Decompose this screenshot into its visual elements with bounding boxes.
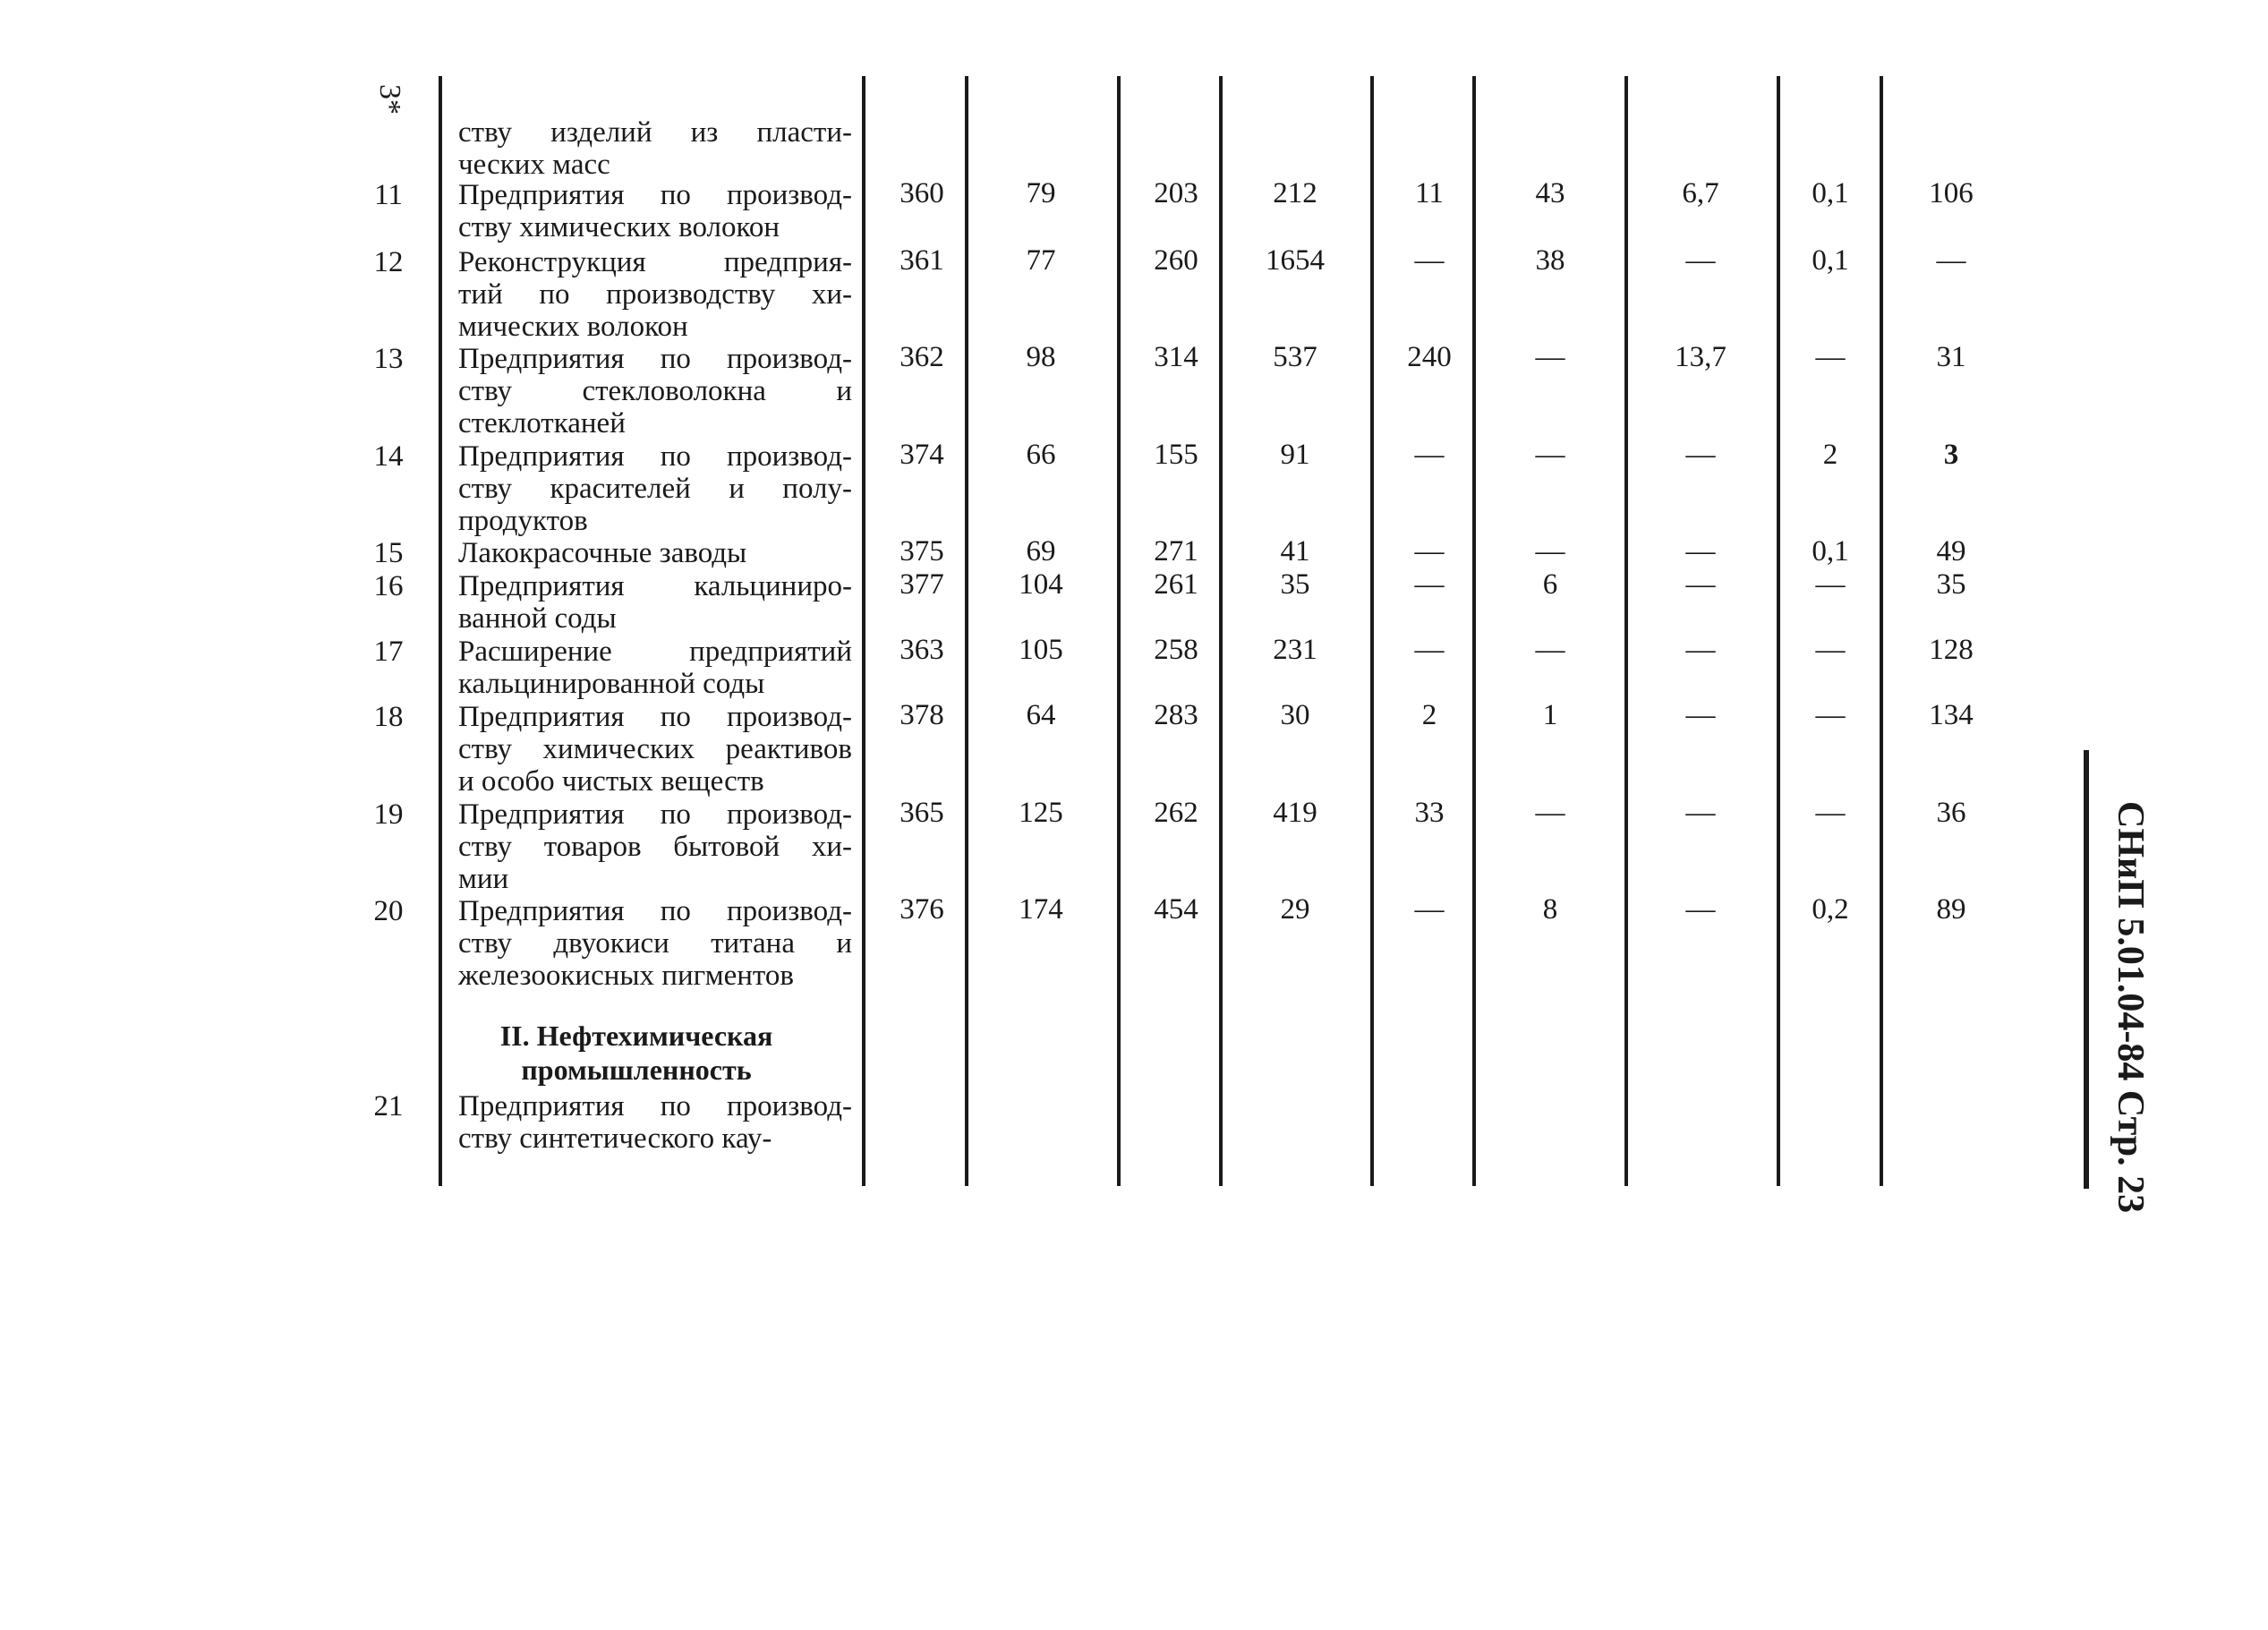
row-number: 19 [373,798,404,831]
row-number: 16 [373,570,404,602]
table-cell: 91 [1280,439,1310,471]
row-number: 12 [373,246,404,278]
table-cell: 3 [1943,439,1959,471]
table-cell: 537 [1273,341,1317,373]
table-cell: 283 [1154,699,1198,731]
table-cell: — [1535,535,1565,568]
table-cell: — [1414,893,1445,926]
table-cell: — [1815,797,1846,829]
row-description [458,246,852,343]
table-cell: 104 [1019,568,1063,601]
table-cell: 0,1 [1812,177,1849,209]
table-cell: 0,1 [1812,535,1849,568]
table-cell: — [1685,634,1716,666]
table-cell: 77 [1026,244,1056,277]
desc-line: железоокисных пигментов [458,960,794,992]
table-cell: 43 [1535,177,1565,209]
row-description [458,179,852,243]
row-number: 14 [373,440,404,473]
table-cell: 261 [1154,568,1198,601]
desc-line: Реконструкция предприя- [458,246,852,278]
table-cell: — [1815,341,1846,373]
rule-col-2 [965,76,968,1186]
table-cell: 262 [1154,797,1198,829]
desc-line: ству товаров бытовой хи- [458,831,852,863]
table-cell: 6 [1542,568,1558,601]
rule-col-8 [1777,76,1780,1186]
table-cell: 212 [1273,177,1317,209]
table-cell: — [1685,568,1716,601]
desc-line: Предприятия кальциниро- [458,570,852,602]
table-cell: — [1685,244,1716,277]
table-cell: 374 [900,439,944,471]
table-cell: 33 [1414,797,1445,829]
table-cell: 454 [1154,893,1198,926]
row-description-continuation [458,116,852,181]
table-cell: 2 [1822,439,1838,471]
table-cell: 125 [1019,797,1063,829]
table-cell: 360 [900,177,944,209]
section-heading-line1: II. Нефтехимическая [499,1020,773,1052]
desc-line: и особо чистых веществ [458,765,764,798]
row-description [458,537,852,569]
table-cell: 8 [1542,893,1558,926]
table-cell: 260 [1154,244,1198,277]
table-cell: 89 [1936,893,1966,926]
desc-line: Предприятия по производ- [458,179,852,211]
table-cell: 0,1 [1812,244,1849,277]
desc-line: ству синтетического кау- [458,1122,772,1155]
table-cell: 378 [900,699,944,731]
row-number: 18 [373,701,404,733]
table-cell: 365 [900,797,944,829]
table-cell: 362 [900,341,944,373]
table-cell: 174 [1019,893,1063,926]
table-cell: — [1685,893,1716,926]
row-description [458,440,852,537]
row-number: 11 [374,179,403,211]
desc-line: Предприятия по производ- [458,798,852,831]
section-heading [435,1019,838,1087]
desc-line: Предприятия по производ- [458,701,852,733]
row-description [458,343,852,440]
desc-line: Предприятия по производ- [458,440,852,473]
table-cell: — [1414,535,1445,568]
table-cell: 13,7 [1675,341,1727,373]
rule-col-1 [862,76,865,1186]
row-description-21 [458,1090,852,1155]
rule-col-4 [1219,76,1223,1186]
desc-line: мических волокон [458,311,688,343]
table-cell: 155 [1154,439,1198,471]
rule-col-7 [1624,76,1628,1186]
table-cell: 38 [1535,244,1565,277]
desc-line: Предприятия по производ- [458,343,852,375]
table-cell: 240 [1407,341,1452,373]
desc-line: Лакокрасочные заводы [458,537,747,569]
table-cell: 231 [1273,634,1317,666]
table-cell: 134 [1929,699,1974,731]
table-cell: — [1535,634,1565,666]
row-description [458,701,852,798]
rule-col-3 [1117,76,1121,1186]
table-cell: 35 [1280,568,1310,601]
side-rule [2084,750,2089,1189]
table-cell: 30 [1280,699,1310,731]
rule-col-9 [1880,76,1883,1186]
table-cell: 203 [1154,177,1198,209]
table-cell: 376 [900,893,944,926]
table-cell: 69 [1026,535,1056,568]
section-heading-line2: промышленность [521,1054,752,1086]
table-cell: — [1414,244,1445,277]
page-mark: 3* [373,84,406,115]
desc-line: продуктов [458,505,588,537]
table-cell: 377 [900,568,944,601]
row-number-21: 21 [373,1090,404,1122]
desc-line: стеклотканей [458,407,626,440]
desc-line: ству красителей и полу- [458,473,852,505]
table-cell: 36 [1936,797,1966,829]
table-cell: 41 [1280,535,1310,568]
rule-col-6 [1472,76,1476,1186]
table-cell: — [1685,439,1716,471]
desc-line: ству химических волокон [458,211,780,243]
row-description [458,798,852,895]
table-cell: 98 [1026,341,1056,373]
desc-line: ству стекловолокна и [458,375,852,407]
desc-line: ству двуокиси титана и [458,927,852,960]
desc-line: ческих масс [458,149,610,181]
table-cell: 419 [1273,797,1317,829]
side-header: СНиП 5.01.04-84 Стр. 23 [2110,801,2151,1214]
desc-line: Предприятия по производ- [458,895,852,927]
table-cell: 11 [1415,177,1444,209]
table-cell: 0,2 [1812,893,1849,926]
table-cell: — [1936,244,1966,277]
desc-line: тий по производству хи- [458,278,852,311]
rule-col-5 [1370,76,1374,1186]
row-number: 17 [373,636,404,668]
table-cell: — [1815,568,1846,601]
row-description [458,895,852,992]
row-description [458,570,852,635]
table-cell: 271 [1154,535,1198,568]
table-cell: 49 [1936,535,1966,568]
table-cell: — [1414,439,1445,471]
desc-line: ству химических реактивов [458,733,852,765]
table-cell: — [1685,797,1716,829]
table-cell: — [1685,699,1716,731]
desc-line: ванной соды [458,602,617,635]
table-cell: 64 [1026,699,1056,731]
table-cell: 79 [1026,177,1056,209]
table-cell: — [1535,797,1565,829]
table-cell: 29 [1280,893,1310,926]
table-cell: 128 [1929,634,1974,666]
row-number: 13 [373,343,404,375]
table-cell: 361 [900,244,944,277]
desc-line: Предприятия по производ- [458,1090,852,1122]
table-cell: 1 [1542,699,1558,731]
table-cell: 1654 [1266,244,1325,277]
table-cell: 66 [1026,439,1056,471]
table-cell: — [1535,439,1565,471]
table-cell: — [1414,568,1445,601]
table-cell: — [1414,634,1445,666]
row-description [458,636,852,700]
row-number: 20 [373,895,404,927]
table-cell: 314 [1154,341,1198,373]
desc-line: ству изделий из пласти- [458,116,852,149]
table-cell: 6,7 [1682,177,1719,209]
table-cell: 35 [1936,568,1966,601]
desc-line: мии [458,863,509,895]
table-cell: 31 [1936,341,1966,373]
table-cell: 106 [1929,177,1974,209]
table-cell: — [1815,634,1846,666]
table-cell: 2 [1421,699,1437,731]
table-cell: — [1535,341,1565,373]
desc-line: Расширение предприятий [458,636,852,668]
table-cell: — [1685,535,1716,568]
table-cell: 258 [1154,634,1198,666]
table-cell: — [1815,699,1846,731]
table-cell: 375 [900,535,944,568]
desc-line: кальцинированной соды [458,668,765,700]
table-cell: 363 [900,634,944,666]
row-number: 15 [373,537,404,569]
table-cell: 105 [1019,634,1063,666]
